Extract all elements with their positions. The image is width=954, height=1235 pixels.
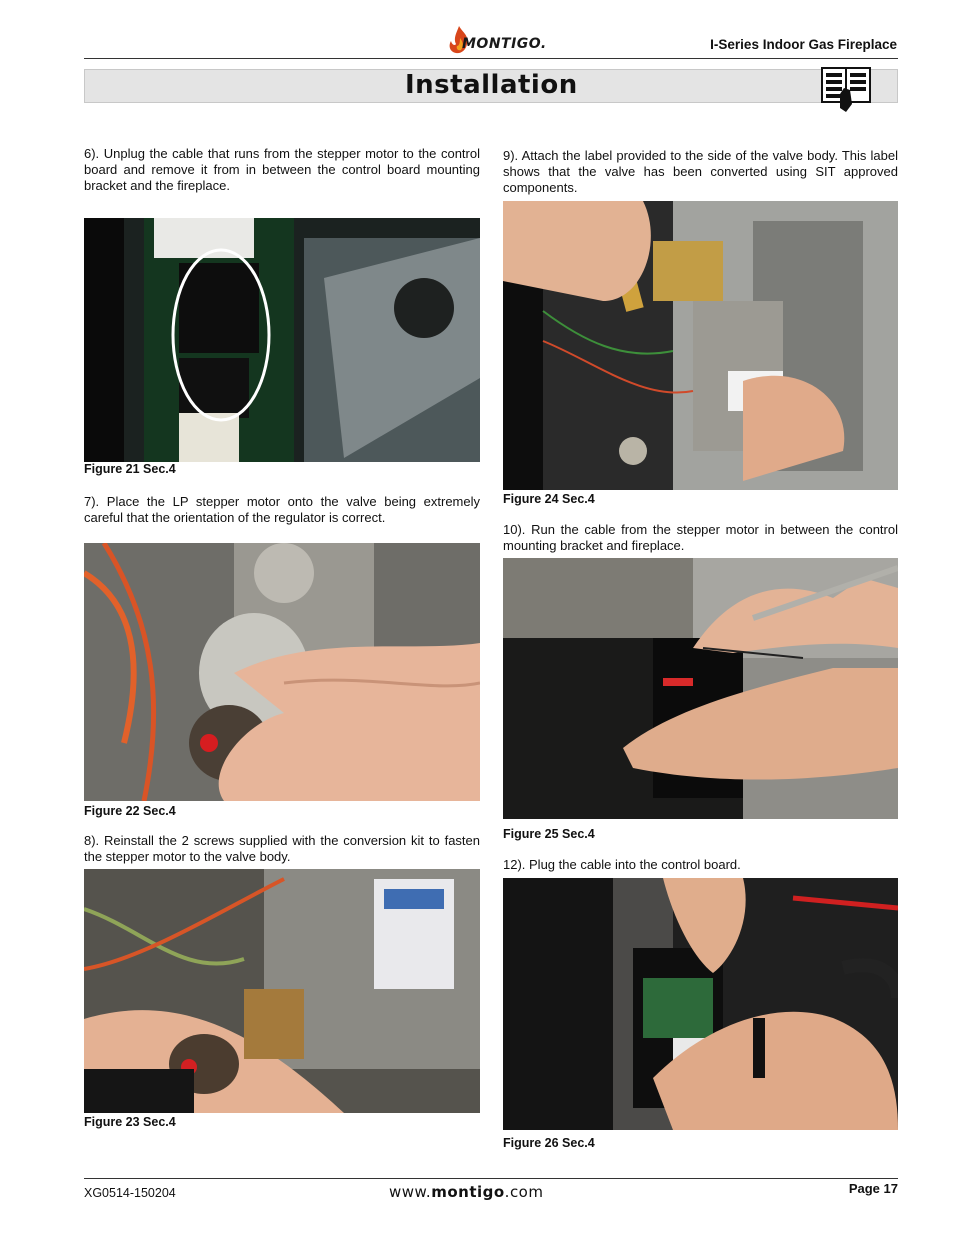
montigo-logo <box>445 24 547 58</box>
website-url[interactable] <box>389 1183 543 1201</box>
header-divider <box>84 58 898 59</box>
product-name: I-Series Indoor Gas Fireplace <box>710 37 897 52</box>
step8-text: 8). Reinstall the 2 screws supplied with the conversion kit to fasten the stepper motor to the valve body. <box>84 833 480 864</box>
step9-text: 9). Attach the label provided to the side of the valve body. This label shows that the valve has been converted using SIT approved components. <box>503 148 898 195</box>
figure25-caption: Figure 25 Sec.4 <box>503 827 595 841</box>
page-number: Page 17 <box>848 1181 898 1196</box>
figure21-caption: Figure 21 Sec.4 <box>84 462 176 476</box>
manual-book-icon <box>820 64 872 114</box>
figure26-photo <box>503 878 898 1130</box>
figure22-photo <box>84 543 480 801</box>
url-prefix: www. <box>389 1183 432 1201</box>
figure21-photo <box>84 218 480 462</box>
step6-text: 6). Unplug the cable that runs from the stepper motor to the control board and remove it from in between the control board mounting bracket and the fireplace. <box>84 146 480 193</box>
step7-text: 7). Place the LP stepper motor onto the valve being extremely careful that the orientation of the regulator is correct. <box>84 494 480 525</box>
figure22-caption: Figure 22 Sec.4 <box>84 804 176 818</box>
document-code: XG0514-150204 <box>84 1186 176 1200</box>
figure24-caption: Figure 24 Sec.4 <box>503 492 595 506</box>
url-suffix: .com <box>504 1183 544 1201</box>
page-title: Installation <box>405 70 578 100</box>
step10-text: 10). Run the cable from the stepper motor in between the control mounting bracket and fireplace. <box>503 522 898 553</box>
figure23-caption: Figure 23 Sec.4 <box>84 1115 176 1129</box>
figure26-caption: Figure 26 Sec.4 <box>503 1136 595 1150</box>
figure23-photo <box>84 869 480 1113</box>
url-brand: montigo <box>431 1183 505 1201</box>
figure25-photo <box>503 558 898 819</box>
step12-text: 12). Plug the cable into the control board. <box>503 857 741 872</box>
logo-wordmark: MONTIGO. <box>462 36 547 52</box>
figure24-photo <box>503 201 898 490</box>
footer-divider <box>84 1178 898 1179</box>
